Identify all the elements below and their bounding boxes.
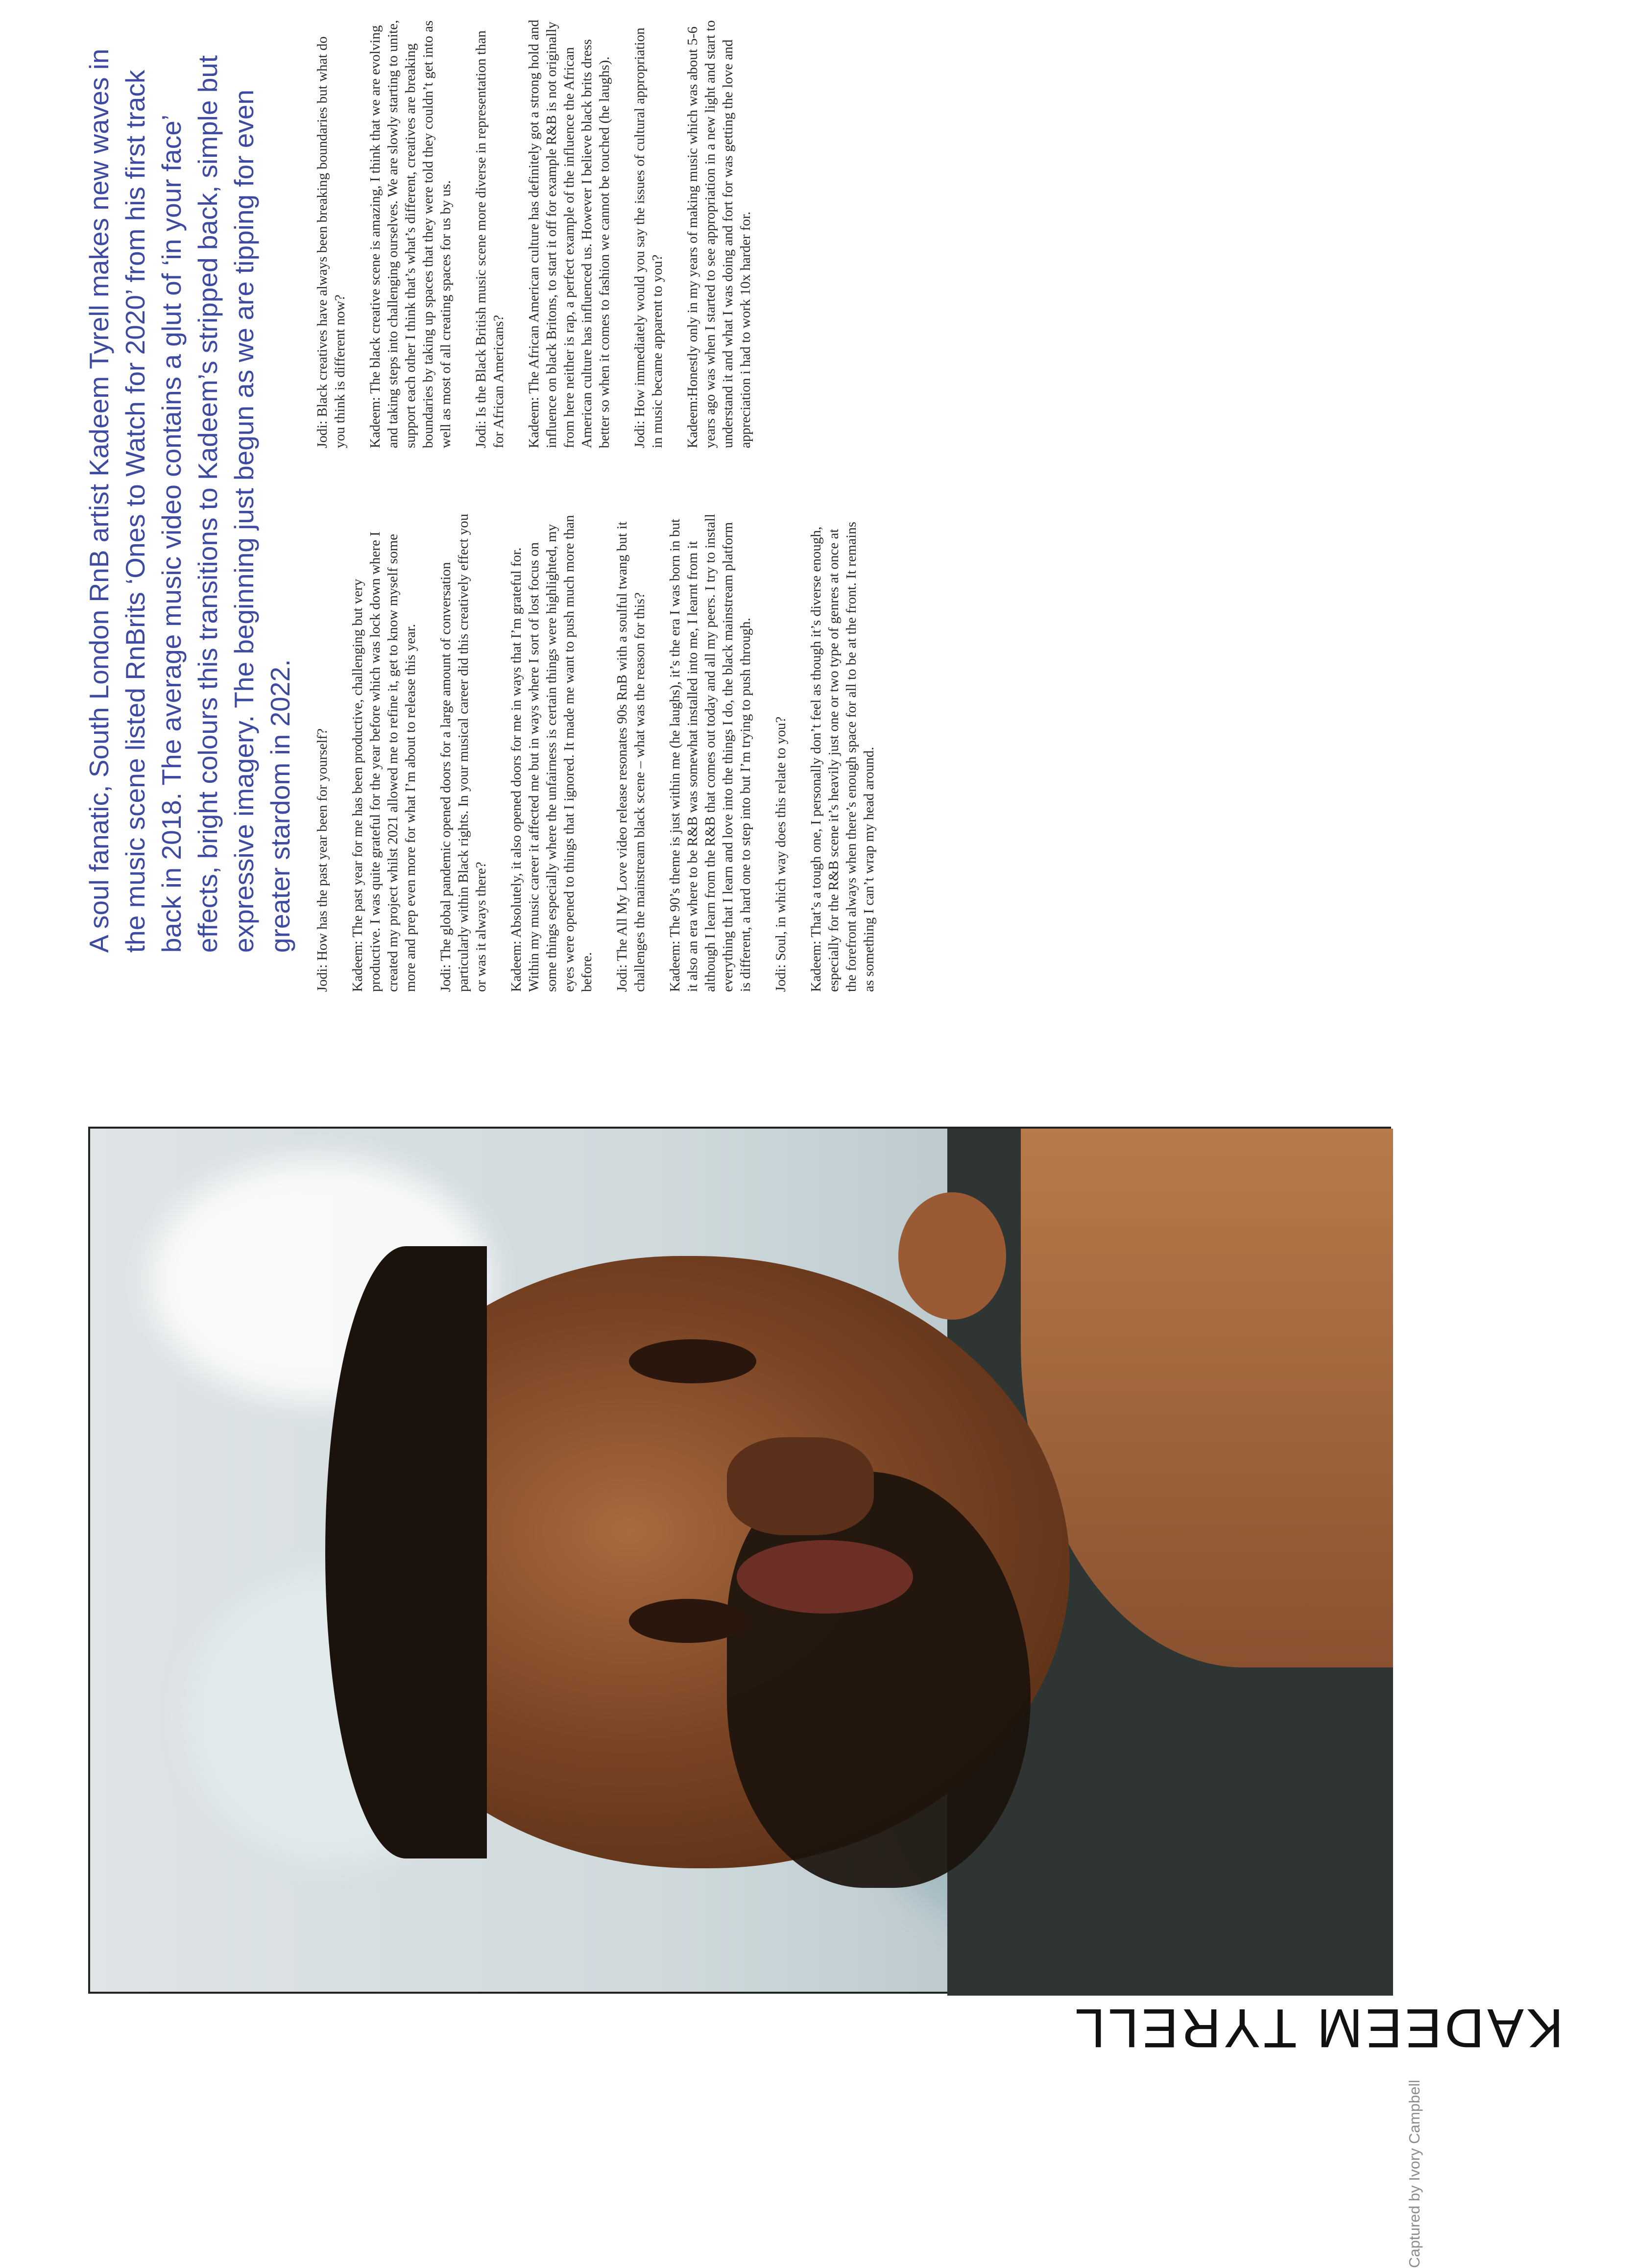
interview-question: Jodi: Soul, in which way does this relate to you?	[773, 716, 789, 992]
interview-answer: Kadeem: The 90’s theme is just within me (he laughs), it’s the era I was born in but it also an era where to be R&B was somewhat installed into me, I learnt from it although I learn from the R&B that comes out today and all my peers. I try to install everything that I learn and love into the things I do, the black mainstream platform is different, a hard one to step into but I’m trying to push through.	[667, 513, 753, 992]
interview-answer: Kadeem: The black creative scene is amazing, I think that we are evolving and taking steps into challenging ourselves. We are slowly starting to unite, support each other I think that’s what’s different, creatives are breaking boundaries by taking up spaces that they were told they couldn’t get into as well as most of all creating spaces for us by us.	[367, 20, 454, 448]
interview-question: Jodi: How has the past year been for yourself?	[314, 728, 330, 992]
portrait-photo	[88, 1127, 1391, 1994]
interview-answer: Kadeem: That’s a tough one, I personally don’t feel as though it’s diverse enough, especially for the R&B scene it’s heavily just one or two type of genres at once at the forefront always when there’s enough space for all to be at the front. It remains as something I can’t wrap my head around.	[808, 522, 877, 992]
interview-column-left	[313, 512, 895, 992]
interview-answer: Kadeem:Honestly only in my years of making music which was about 5-6 years ago was when I started to see appropriation in a new light and start to understand it and what I was doing and fort for was getting the love and appreciation i had to work 10x harder for.	[685, 20, 753, 448]
interview-column-right	[313, 17, 772, 448]
photo-credit: Captured by Ivory Campbell	[1406, 2079, 1423, 2268]
interview-question: Jodi: Black creatives have always been breaking boundaries but what do you think is different now?	[314, 36, 348, 448]
artist-name: KADEEM TYRELL	[1072, 1998, 1564, 2059]
interview-question: Jodi: The global pandemic opened doors for a large amount of conversation particularly within Black rights. In your musical career did this creatively effect you or was it always there?	[438, 513, 489, 992]
interview-question: Jodi: Is the Black British music scene more diverse in representation than for African Americans?	[473, 30, 506, 448]
interview-answer: Kadeem: Absolutely, it also opened doors for me in ways that I’m grateful for. Within my music career it affected me but in ways where I sort of lost focus on some things especially where the unfairness is certain things were highlighted, my eyes were opened to things that I ignored. It made me want to push much more than before.	[508, 515, 595, 992]
interview-question: Jodi: How immediately would you say the issues of cultural appropriation in music became apparent to you?	[632, 27, 665, 448]
interview-answer: Kadeem: The African American culture has definitely got a strong hold and influence on black Britons, to start it off for example R&B is not originally from here neither is rap, a perfect example of the influence the African American culture has influenced us. However I believe black brits dress better so when it comes to fashion we cannot be touched (he laughs).	[526, 20, 612, 448]
interview-answer: Kadeem: The past year for me has been productive, challenging but very productive. I was quite grateful for the year before which was lock down where I created my project whilst 2021 allowed me to refine it, get to know myself some more and prep even more for what I’m about to release this year.	[350, 531, 418, 992]
intro-paragraph: A soul fanatic, South London RnB artist Kadeem Tyrell makes new waves in the music scene listed RnBrits ‘Ones to Watch for 2020’ from his first track back in 2018. The average music video contains a glut of ‘in your face’ effects, bright colours this transitions to Kadeem’s stripped back, simple but expressive imagery. The beginning just begun as we are tipping for even greater stardom in 2022.	[84, 48, 295, 953]
interview-question: Jodi: The All My Love video release resonates 90s RnB with a soulful twang but it challenges the mainstream black scene – what was the reason for this?	[614, 521, 648, 992]
